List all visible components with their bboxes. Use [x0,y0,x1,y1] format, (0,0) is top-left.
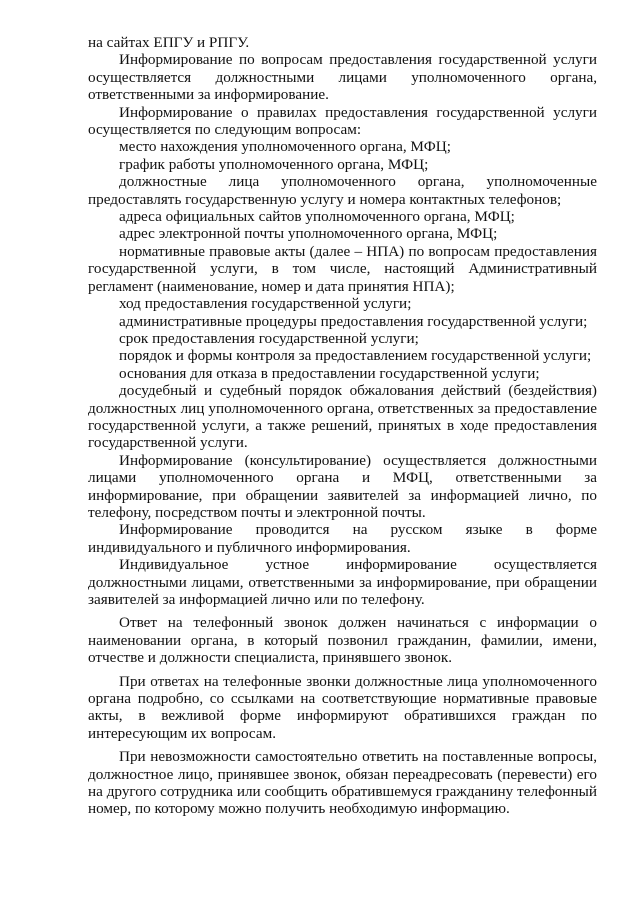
paragraph-3: Информирование о правилах предоставления государственной услуги осуществляется по следующим вопросам: [88,103,597,139]
list-item-procedures: административные процедуры предоставления государственной услуги; [119,312,588,330]
list-item-appeal: досудебный и судебный порядок обжалования действий (бездействия) должностных лиц уполномоченного органа, ответственных за предоставление государственной услуги, а также решений, принятых в ходе предоставления государственной услуги. [88,382,597,452]
list-item-email: адрес электронной почты уполномоченного органа, МФЦ; [119,225,498,243]
list-item-npa: нормативные правовые акты (далее – НПА) по вопросам предоставления государственной услуги, в том числе, настоящий Административный регламент (наименование, номер и дата принятия НПА); [88,242,597,295]
paragraph-2: Информирование по вопросам предоставления государственной услуги осуществляется должностными лицами уполномоченного органа, ответственными за информирование. [88,51,597,104]
list-item-refusal: основания для отказа в предоставлении государственной услуги; [119,364,540,382]
list-item-schedule: график работы уполномоченного органа, МФЦ; [119,155,429,173]
list-item-progress: ход предоставления государственной услуги; [119,295,412,313]
list-item-control: порядок и формы контроля за предоставлением государственной услуги; [119,347,592,365]
list-item-location: место нахождения уполномоченного органа, МФЦ; [119,138,451,156]
paragraph-individual: Индивидуальное устное информирование осуществляется должностными лицами, ответственными за информирование, при обращении заявителей за информацией лично или по телефону. [88,556,597,608]
paragraph-phone-details: При ответах на телефонные звонки должностные лица уполномоченного органа подробно, со ссылками на соответствующие нормативные правовые акты, в вежливой форме информируют обратившихся граждан по интересующим их вопросам. [88,672,597,742]
document-body [88,34,597,818]
paragraph-language: Информирование проводится на русском языке в форме индивидуального и публичного информирования. [88,521,597,556]
paragraph-redirect: При невозможности самостоятельно ответить на поставленные вопросы, должностное лицо, принявшее звонок, обязан переадресовать (перевести) его на другого сотрудника или сообщить обратившемуся гражданину телефонный номер, по которому можно получить необходимую информацию. [88,748,597,818]
paragraph-consulting: Информирование (консультирование) осуществляется должностными лицами уполномоченного органа и МФЦ, ответственными за информирование, при обращении заявителей за информацией лично, по телефону, посредством почты и электронной почты. [88,451,597,521]
list-item-officials: должностные лица уполномоченного органа, уполномоченные предоставлять государственную услугу и номера контактных телефонов; [88,173,597,208]
paragraph-phone-answer: Ответ на телефонный звонок должен начинаться с информации о наименовании органа, в который позвонил гражданин, фамилии, имени, отчестве и должности специалиста, принявшего звонок. [88,614,597,667]
paragraph-1: на сайтах ЕПГУ и РПГУ. [88,34,250,51]
list-item-websites: адреса официальных сайтов уполномоченного органа, МФЦ; [119,208,515,226]
list-item-term: срок предоставления государственной услуги; [119,329,419,347]
